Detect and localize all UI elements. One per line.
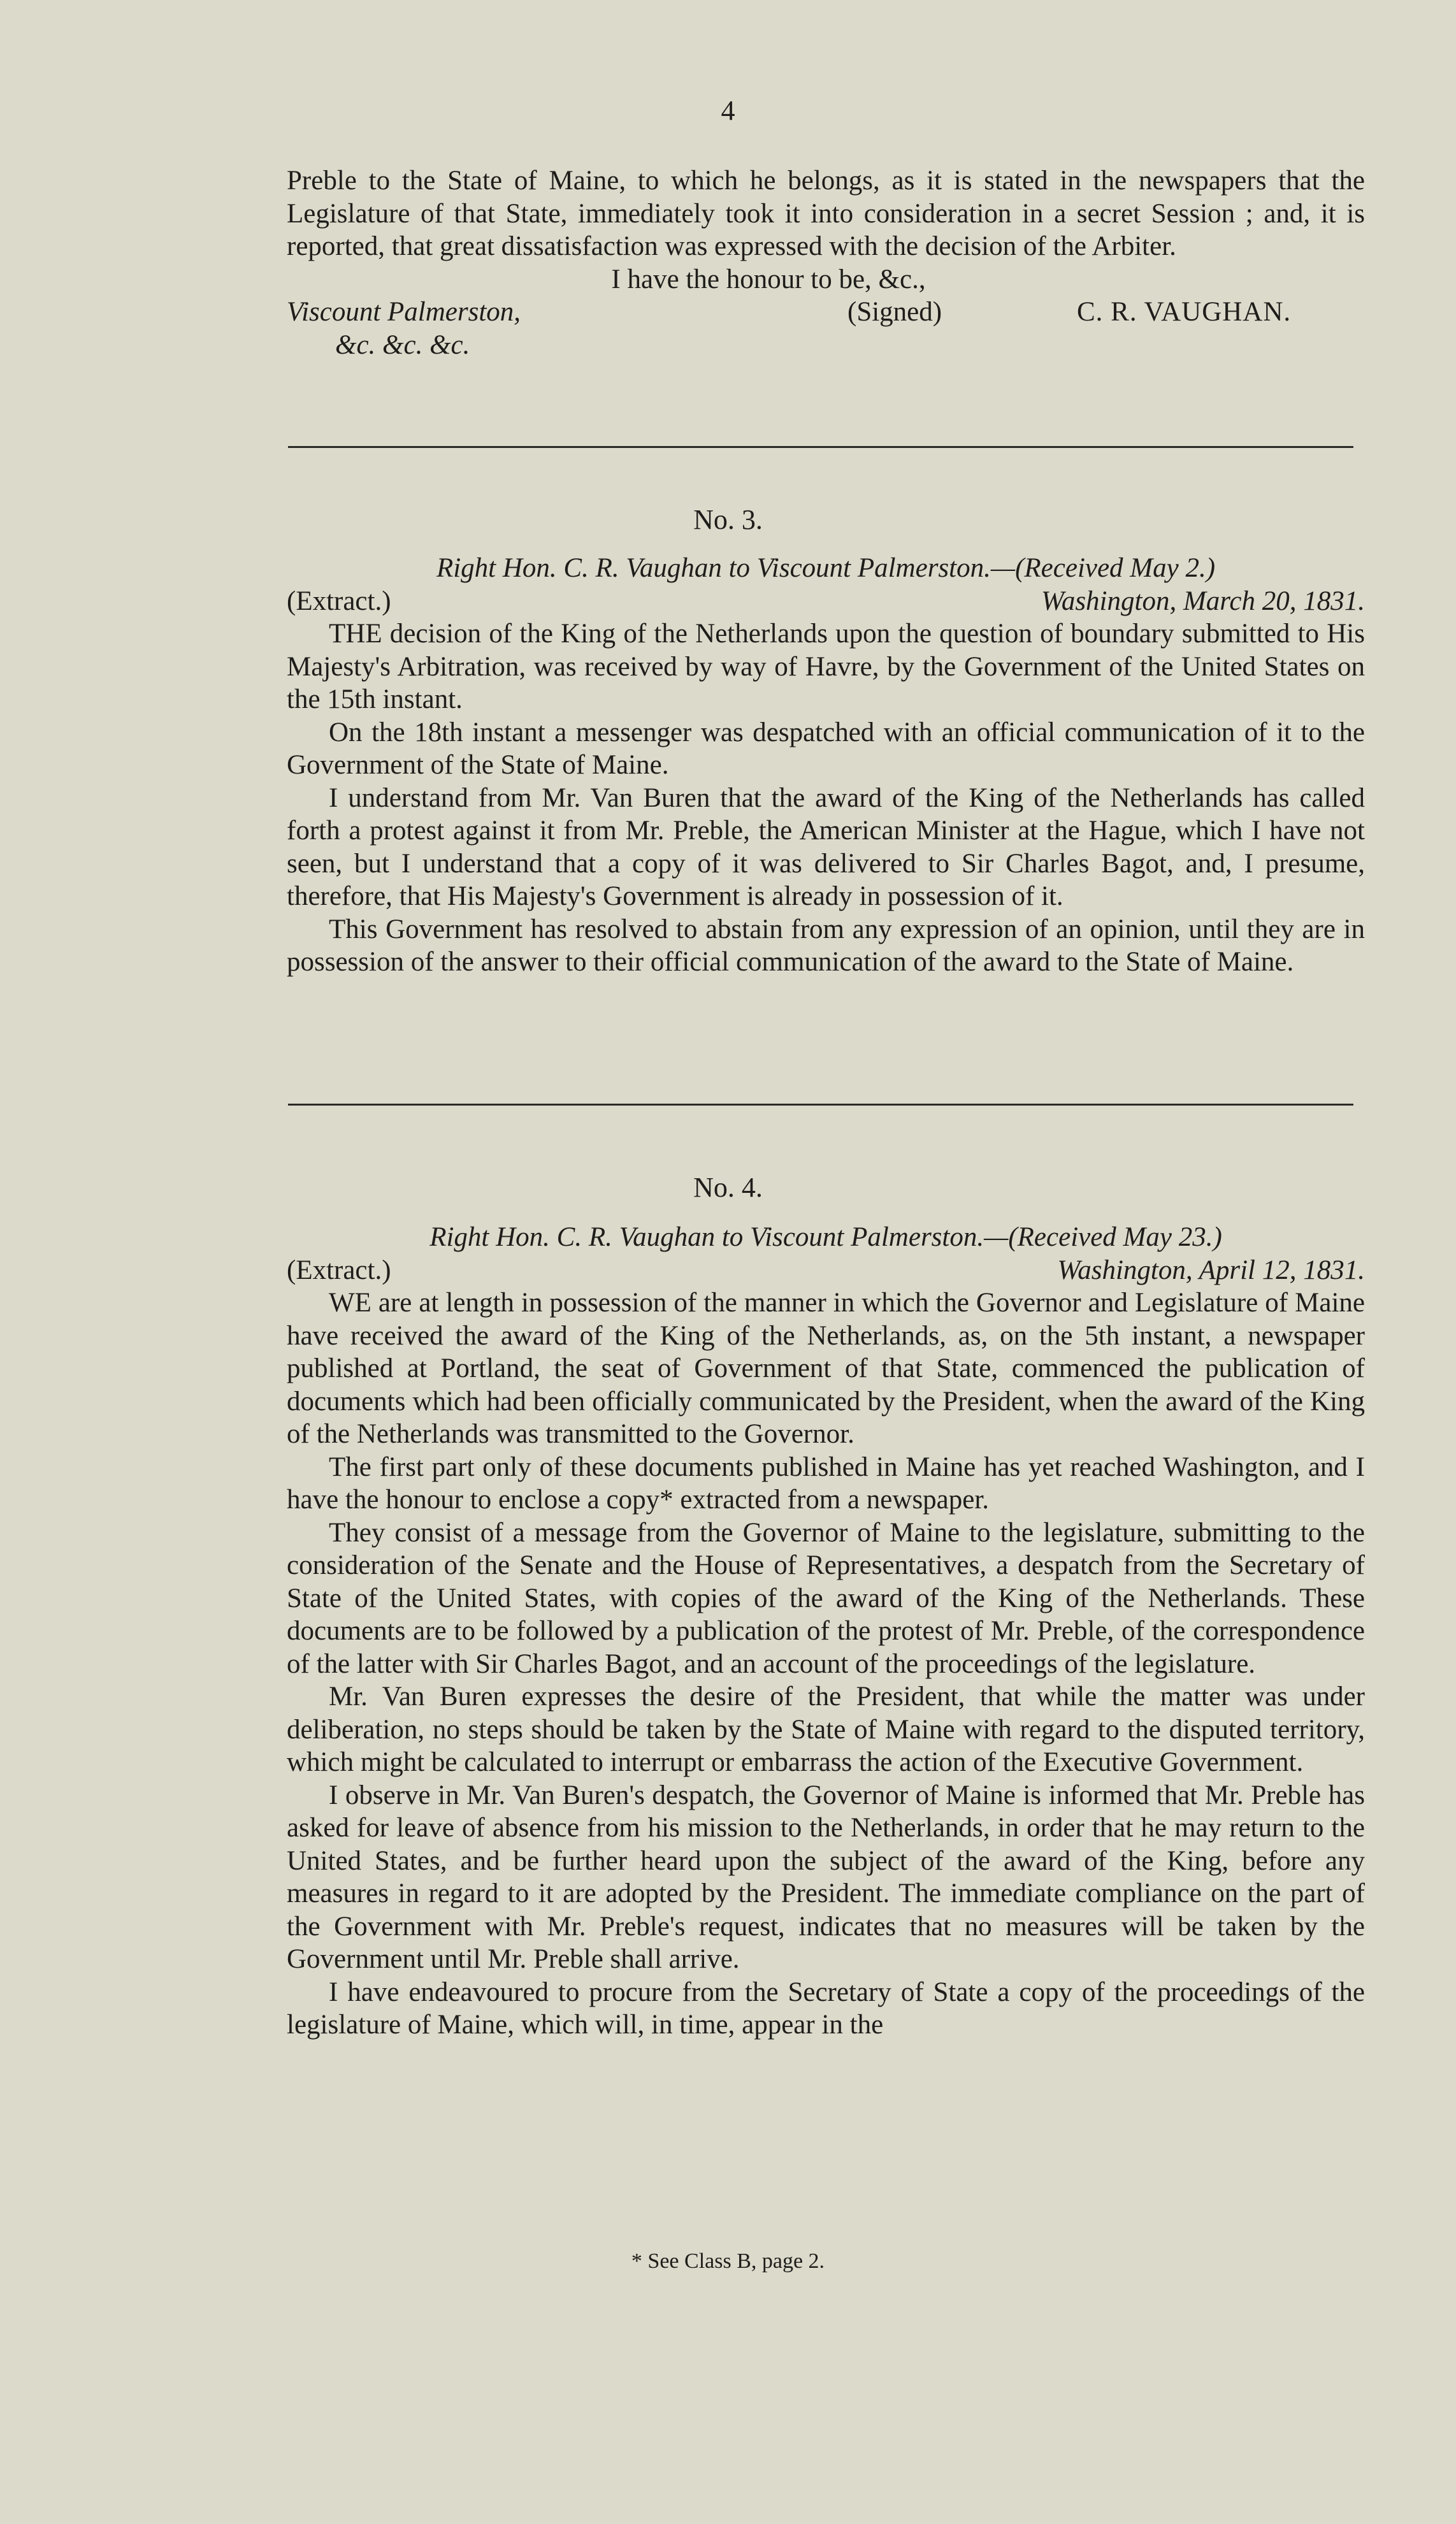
extract-label: (Extract.) — [287, 586, 391, 616]
closing-line: I have the honour to be, &c., — [611, 264, 926, 294]
paragraph: I understand from Mr. Van Buren that the award of the King of the Netherlands has called forth a protest against it from Mr. Preble, the American Minister at the Hague, which I have not seen, but I understand that a copy of it was delivered to Sir Charles Bagot, and, I presume, therefore, that His Majesty's Government is already in possession of it. — [287, 782, 1365, 911]
continuation-paragraph: Preble to the State of Maine, to which he belongs, as it is stated in the newspapers that the Legislature of that State, immediately took it into consideration in a secret Session ; and, it is reported, that great dissatisfaction was expressed with the decision of the Arbiter. — [287, 166, 1365, 261]
place-date: Washington, April 12, 1831. — [1057, 1255, 1365, 1285]
section-divider — [288, 446, 1353, 448]
extract-label: (Extract.) — [287, 1255, 391, 1285]
paragraph: I observe in Mr. Van Buren's despatch, the Governor of Maine is informed that Mr. Preble has asked for leave of absence from his mission to the Netherlands, in order that he may return to the United States, and be further heard upon the subject of the award of the King, before any measures in regard to it are adopted by the President. The immediate compliance on the part of the Government with Mr. Preble's request, indicates that no measures will be taken by the Government until Mr. Preble shall arrive. — [287, 1780, 1365, 1974]
paragraph: This Government has resolved to abstain from any expression of an opinion, until they are in possession of the answer to their official communication of the award to the State of Maine. — [287, 914, 1365, 977]
letter-no4 — [287, 1221, 1365, 2042]
page-number: 4 — [721, 95, 735, 126]
letter-heading: Right Hon. C. R. Vaughan to Viscount Palmerston.—(Received May 2.) — [436, 553, 1216, 583]
paragraph: I have endeavoured to procure from the Secretary of State a copy of the proceedings of the legislature of Maine, which will, in time, appear in the — [287, 1977, 1365, 2040]
footnote: * See Class B, page 2. — [631, 2249, 825, 2273]
paragraph: They consist of a message from the Governor of Maine to the legislature, submitting to the consideration of the Senate and the House of Representatives, a despatch from the Secretary of State of the United States, with copies of the award of the King of the Netherlands. These documents are to be followed by a publication of the protest of Mr. Preble, of the correspondence of the latter with Sir Charles Bagot, and an account of the proceedings of the legislature. — [287, 1517, 1365, 1679]
paragraph: On the 18th instant a messenger was despatched with an official communication of it to the Government of the State of Maine. — [287, 717, 1365, 780]
section-number-4: No. 4. — [693, 1172, 763, 1203]
paragraph: THE decision of the King of the Netherlands upon the question of boundary submitted to His Majesty's Arbitration, was received by way of Havre, by the Government of the United States on the 15th instant. — [287, 619, 1365, 714]
letter-no3 — [287, 552, 1365, 979]
paragraph: The first part only of these documents published in Maine has yet reached Washington, and I have the honour to enclose a copy* extracted from a newspaper. — [287, 1452, 1365, 1515]
signatory: C. R. VAUGHAN. — [1077, 297, 1292, 327]
place-date: Washington, March 20, 1831. — [1041, 586, 1365, 616]
signed-label: (Signed) — [847, 297, 942, 327]
addressee: Viscount Palmerston, — [287, 297, 521, 327]
signature-line — [287, 296, 1365, 329]
letter-continuation — [287, 164, 1365, 361]
paragraph: Mr. Van Buren expresses the desire of the President, that while the matter was under deliberation, no steps should be taken by the State of Maine with regard to the disputed territory, which might be calculated to interrupt or embarrass the action of the Executive Government. — [287, 1682, 1365, 1777]
paragraph: WE are at length in possession of the manner in which the Governor and Legislature of Maine have received the award of the King of the Netherlands, as, on the 5th instant, a newspaper published at Portland, the seat of Government of that State, commenced the publication of documents which had been officially communicated by the President, when the award of the King of the Netherlands was transmitted to the Governor. — [287, 1288, 1365, 1449]
extract-dateline — [287, 1254, 1365, 1287]
extract-dateline — [287, 585, 1365, 618]
letter-heading: Right Hon. C. R. Vaughan to Viscount Palmerston.—(Received May 23.) — [429, 1222, 1222, 1252]
section-number-3: No. 3. — [693, 504, 763, 535]
etc-line: &c. &c. &c. — [335, 329, 470, 360]
section-divider — [288, 1104, 1353, 1106]
